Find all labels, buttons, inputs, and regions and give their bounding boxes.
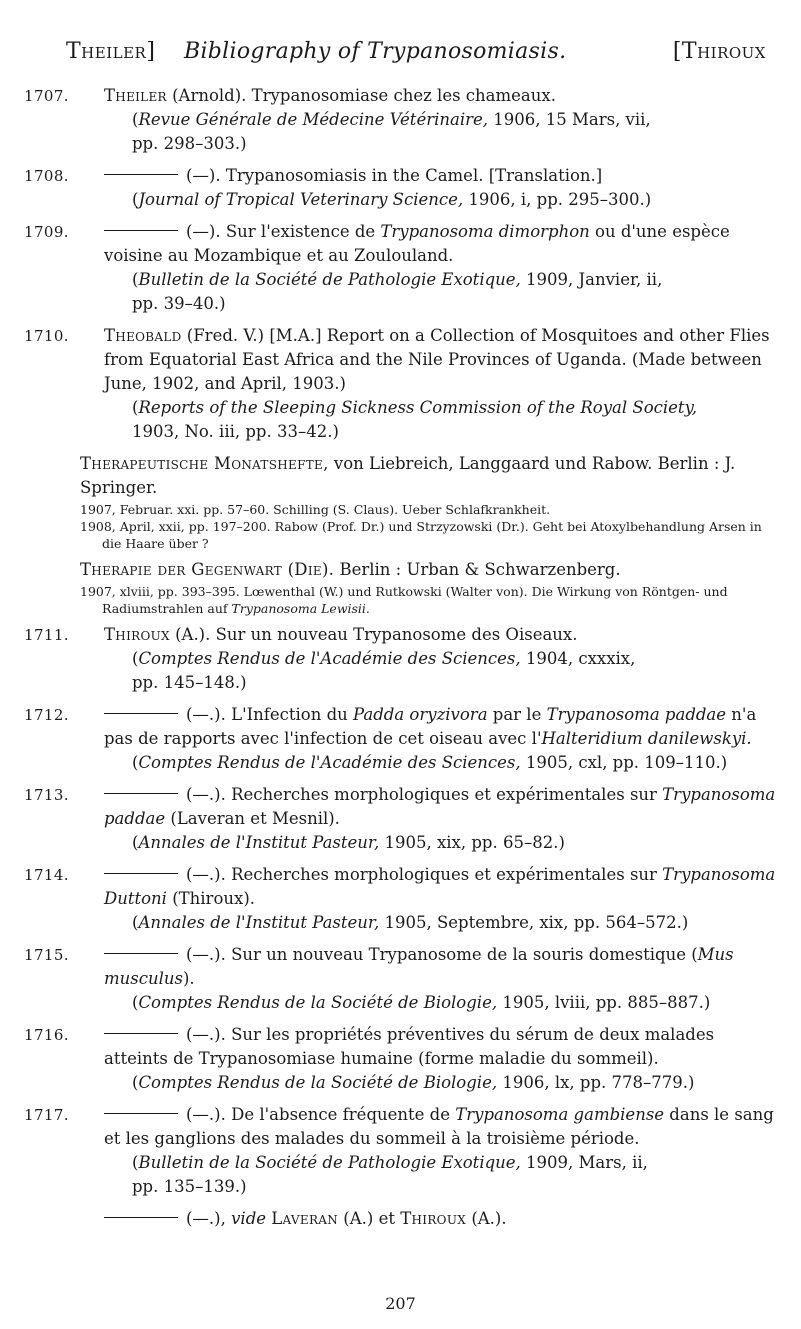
entry-1714: 1714. (—.). Recherches morphologiques et expérimentales sur Trypanosoma Duttoni (Thiroux). (Annales de l'Institut Pasteur, 1905, Septembre, xix, pp. 564–572.) xyxy=(24,863,779,935)
entry-number: 1711. xyxy=(24,626,69,644)
entry-number: 1717. xyxy=(24,1106,69,1124)
entry-author: Thiroux xyxy=(104,625,170,644)
entry-title: Report on a Collection of Mosquitoes and other Flies from Equatorial East Africa and the Nile Provinces of Uganda. (Made between June, 1902, and April, 1903.) xyxy=(104,326,770,393)
journal-note: 1907, Februar. xxi. pp. 57–60. Schilling (S. Claus). Ueber Schlafkrankheit. xyxy=(80,502,551,517)
entry-source: (Comptes Rendus de l'Académie des Sciences, 1905, cxl, pp. 109–110.) xyxy=(132,753,728,772)
entry-title: Trypanosomiase chez les chameaux. xyxy=(246,86,556,105)
entry-1716: 1716. (—.). Sur les propriétés préventives du sérum de deux malades atteints de Trypanosomiase humaine (forme maladie du sommeil). (Comptes Rendus de la Société de Biologie, 1906, lx, pp. 778–779.) xyxy=(24,1023,779,1095)
entry-source: (Comptes Rendus de la Société de Biologie, 1905, lviii, pp. 885–887.) xyxy=(132,993,711,1012)
entry-1707 xyxy=(24,84,779,156)
entry-1708: 1708. (—). Trypanosomiasis in the Camel. [Translation.] (Journal of Tropical Veterinary Science, 1906, i, pp. 295–300.) xyxy=(24,164,779,212)
entry-1712: 1712. (—.). L'Infection du Padda oryzivora par le Trypanosoma paddae n'a pas de rapports avec l'infection de cet oiseau avec l'Halteridium danilewskyi. (Comptes Rendus de l'Académie des Sciences, 1905, cxl, pp. 109–110.) xyxy=(24,703,779,775)
entry-1710: 1710. Theobald (Fred. V.) [M.A.] Report on a Collection of Mosquitoes and other Flies from Equatorial East Africa and the Nile Provinces of Uganda. (Made between June, 1902, and April, 1903.) (Reports of the Sleeping Sickness Commission of the Royal Society, 1903, No. iii, pp. 33–42.) xyxy=(24,324,779,444)
ditto-dash xyxy=(104,873,178,874)
cross-reference: (—.), vide Laveran (A.) et Thiroux (A.). xyxy=(24,1207,779,1231)
entry-number: 1713. xyxy=(24,786,69,804)
entry-1717: 1717. (—.). De l'absence fréquente de Trypanosoma gambiense dans le sang et les ganglions des malades du sommeil à la troisième période. (Bulletin de la Société de Pathologie Exotique, 1909, Mars, ii, pp. 135–139.) xyxy=(24,1103,779,1199)
journal-note: 1907, xlviii, pp. 393–395. Lœwenthal (W.) und Rutkowski (Walter von). Die Wirkung von Röntgen- und Radiumstrahlen auf Trypanosoma Lewisii. xyxy=(80,584,728,616)
ditto-dash xyxy=(104,1033,178,1034)
entry-pages: pp. 298–303.) xyxy=(132,134,247,153)
entry-number: 1709. xyxy=(24,223,69,241)
entry-1713: 1713. (—.). Recherches morphologiques et expérimentales sur Trypanosoma paddae (Laveran et Mesnil). (Annales de l'Institut Pasteur, 1905, xix, pp. 65–82.) xyxy=(24,783,779,855)
journal-entry: Therapeutische Monatshefte, von Liebreich, Langgaard und Rabow. Berlin : J. Springer. 1907, Februar. xxi. pp. 57–60. Schilling (S. Claus). Ueber Schlafkrankheit. 1908, April, xxii, pp. 197–200. Rabow (Prof. Dr.) und Strzyzowski (Dr.). Geht bei Atoxylbehandlung Arsen in die Haare über ? xyxy=(24,452,779,552)
entry-source: (Annales de l'Institut Pasteur, 1905, xix, pp. 65–82.) xyxy=(132,833,565,852)
entry-pages: pp. 145–148.) xyxy=(132,673,247,692)
header-title: Bibliography of Trypanosomiasis. xyxy=(184,39,567,64)
entry-number: 1712. xyxy=(24,706,69,724)
entry-number: 1708. xyxy=(24,167,69,185)
entry-1709: 1709. (—). Sur l'existence de Trypanosoma dimorphon ou d'une espèce voisine au Mozambique et au Zoulouland. (Bulletin de la Société de Pathologie Exotique, 1909, Janvier, ii, pp. 39–40.) xyxy=(24,220,779,316)
page-number: 207 xyxy=(385,1294,416,1313)
entry-1711: 1711. Thiroux (A.). Sur un nouveau Trypanosome des Oiseaux. (Comptes Rendus de l'Académie des Sciences, 1904, cxxxix, pp. 145–148.) xyxy=(24,623,779,695)
entry-source: (Reports of the Sleeping Sickness Commission of the Royal Society, xyxy=(132,398,697,417)
entry-author-detail: (Arnold). xyxy=(166,86,247,105)
ditto-dash xyxy=(104,953,178,954)
ditto-dash xyxy=(104,1113,178,1114)
running-header xyxy=(66,32,766,72)
entry-title: Sur un nouveau Trypanosome des Oiseaux. xyxy=(210,625,578,644)
entry-title: Sur les propriétés préventives du sérum de deux malades atteints de Trypanosomiase humaine (forme maladie du sommeil). xyxy=(104,1025,715,1068)
journal-name: Therapeutische Monatshefte, xyxy=(80,454,329,473)
bibliography-list xyxy=(24,84,779,1239)
ditto-dash xyxy=(104,793,178,794)
entry-source: (Journal of Tropical Veterinary Science, 1906, i, pp. 295–300.) xyxy=(132,190,652,209)
journal-note: 1908, April, xxii, pp. 197–200. Rabow (Prof. Dr.) und Strzyzowski (Dr.). Geht bei Atoxylbehandlung Arsen in die Haare über ? xyxy=(80,519,762,551)
entry-source: (Bulletin de la Société de Pathologie Exotique, 1909, Janvier, ii, xyxy=(132,270,663,289)
header-right: [Thiroux xyxy=(672,39,766,64)
entry-number: 1710. xyxy=(24,327,69,345)
entry-source: (Comptes Rendus de l'Académie des Sciences, 1904, cxxxix, xyxy=(132,649,636,668)
entry-source: (Annales de l'Institut Pasteur, 1905, Septembre, xix, pp. 564–572.) xyxy=(132,913,689,932)
entry-number: 1715. xyxy=(24,946,69,964)
ditto-dash xyxy=(104,1217,178,1218)
entry-source: (Revue Générale de Médecine Vétérinaire, 1906, 15 Mars, vii, xyxy=(132,110,651,129)
ditto-dash xyxy=(104,230,178,231)
journal-entry: Therapie der Gegenwart (Die). Berlin : Urban & Schwarzenberg. 1907, xlviii, pp. 393–395. Lœwenthal (W.) und Rutkowski (Walter von). Die Wirkung von Röntgen- und Radiumstrahlen auf Trypanosoma Lewisii. xyxy=(24,558,779,617)
entry-number: 1714. xyxy=(24,866,69,884)
entry-source: (Bulletin de la Société de Pathologie Exotique, 1909, Mars, ii, xyxy=(132,1153,648,1172)
journal-name: Therapie der Gegenwart (Die). xyxy=(80,560,335,579)
entry-pages: pp. 39–40.) xyxy=(132,294,226,313)
entry-title: Trypanosomiasis in the Camel. [Translation.] xyxy=(220,166,603,185)
entry-pages: pp. 135–139.) xyxy=(132,1177,247,1196)
entry-pages: 1903, No. iii, pp. 33–42.) xyxy=(132,422,339,441)
entry-author: Theiler xyxy=(104,86,167,105)
ditto-dash xyxy=(104,713,178,714)
entry-number: 1707. xyxy=(24,87,69,105)
entry-source: (Comptes Rendus de la Société de Biologie, 1906, lx, pp. 778–779.) xyxy=(132,1073,695,1092)
header-left: Theiler] xyxy=(66,39,156,64)
entry-1715: 1715. (—.). Sur un nouveau Trypanosome de la souris domestique (Mus musculus). (Comptes Rendus de la Société de Biologie, 1905, lviii, pp. 885–887.) xyxy=(24,943,779,1015)
ditto-dash xyxy=(104,174,178,175)
entry-number: 1716. xyxy=(24,1026,69,1044)
entry-author: Theobald xyxy=(104,326,182,345)
